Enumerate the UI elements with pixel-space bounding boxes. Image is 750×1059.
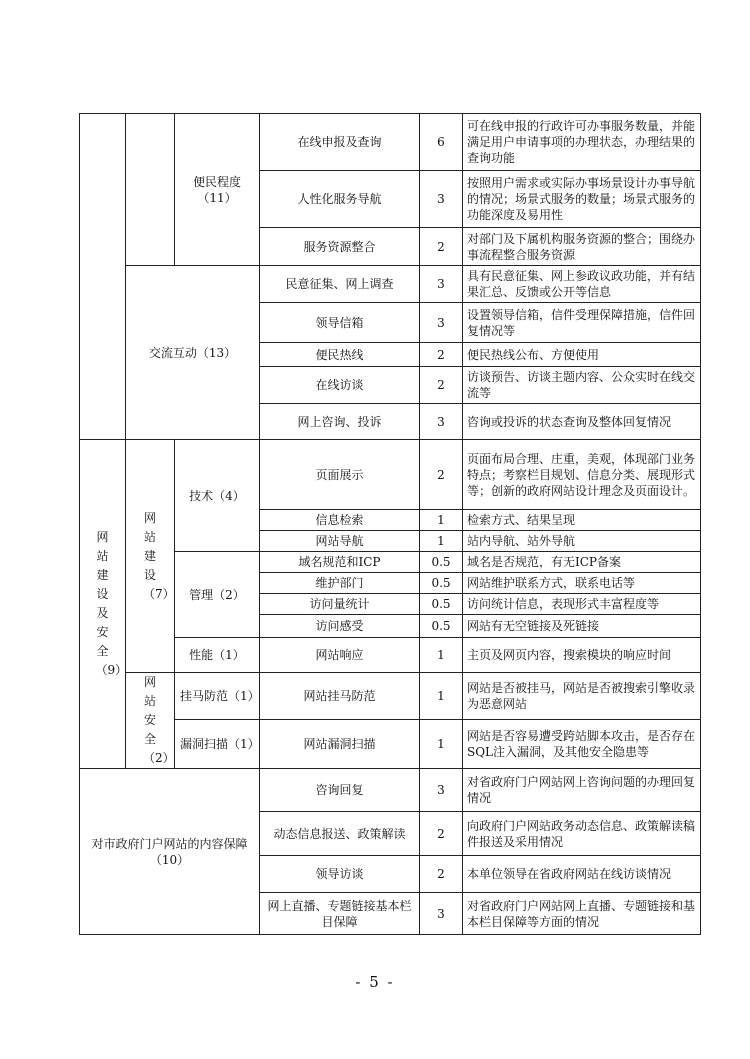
desc-cell: 可在线申报的行政许可办事服务数量，并能满足用户申请事项的办理状态，办理结果的查询功能 (463, 114, 701, 171)
sub-group-perf: 性能（1） (175, 638, 260, 673)
desc-cell: 按照用户需求或实际办事场景设计办事导航的情况；场景式服务的数量；场景式服务的功能深度及易用性 (463, 171, 701, 228)
item-cell: 访问量统计 (260, 594, 420, 615)
desc-cell: 具有民意征集、网上参政议政功能，并有结果汇总、反馈或公开等信息 (463, 266, 701, 303)
item-cell: 民意征集、网上调查 (260, 266, 420, 303)
table-row (80, 266, 701, 303)
score-cell: 2 (420, 440, 463, 510)
desc-cell: 本单位领导在省政府网站在线访谈情况 (463, 856, 701, 893)
group-site-build-safety: 网站建设及安全（9） (80, 440, 126, 769)
item-cell: 在线访谈 (260, 367, 420, 404)
score-cell: 2 (420, 367, 463, 404)
item-cell: 页面展示 (260, 440, 420, 510)
score-cell: 1 (420, 673, 463, 720)
sub-group-vuln: 漏洞扫描（1） (175, 720, 260, 769)
item-cell: 信息检索 (260, 510, 420, 531)
desc-cell: 访问统计信息，表现形式丰富程度等 (463, 594, 701, 615)
score-cell: 3 (420, 266, 463, 303)
score-cell: 3 (420, 404, 463, 440)
desc-cell: 域名是否规范，有无ICP备案 (463, 552, 701, 573)
score-cell: 0.5 (420, 573, 463, 594)
desc-cell: 对部门及下属机构服务资源的整合；围绕办事流程整合服务资源 (463, 228, 701, 266)
sub-group-mgmt: 管理（2） (175, 552, 260, 638)
score-cell: 0.5 (420, 594, 463, 615)
item-cell: 领导访谈 (260, 856, 420, 893)
item-cell: 在线申报及查询 (260, 114, 420, 171)
desc-cell: 页面布局合理、庄重，美观，体现部门业务特点；考察栏目规划、信息分类、展现形式等；创新的政府网站设计理念及页面设计。 (463, 440, 701, 510)
item-cell: 网站挂马防范 (260, 673, 420, 720)
group-cell-empty (126, 114, 175, 266)
table-row (80, 769, 701, 812)
item-cell: 领导信箱 (260, 303, 420, 343)
desc-cell: 向政府门户网站政务动态信息、政策解读稿件报送及采用情况 (463, 812, 701, 856)
item-cell: 维护部门 (260, 573, 420, 594)
item-cell: 访问感受 (260, 615, 420, 638)
item-cell: 咨询回复 (260, 769, 420, 812)
score-cell: 3 (420, 303, 463, 343)
table-row (80, 440, 701, 510)
score-cell: 2 (420, 812, 463, 856)
desc-cell: 对省政府门户网站网上咨询问题的办理回复情况 (463, 769, 701, 812)
item-cell: 网站漏洞扫描 (260, 720, 420, 769)
desc-cell: 设置领导信箱，信件受理保障措施，信件回复情况等 (463, 303, 701, 343)
desc-cell: 站内导航、站外导航 (463, 531, 701, 552)
score-cell: 2 (420, 228, 463, 266)
item-cell: 网上直播、专题链接基本栏目保障 (260, 893, 420, 935)
sub-group-trojan: 挂马防范（1） (175, 673, 260, 720)
group-content: 对市政府门户网站的内容保障（10） (80, 769, 260, 935)
item-cell: 网站导航 (260, 531, 420, 552)
desc-cell: 访谈预告、访谈主题内容、公众实时在线交流等 (463, 367, 701, 404)
group-site-build: 网站建设（7） (126, 440, 175, 673)
desc-cell: 网站有无空链接及死链接 (463, 615, 701, 638)
score-cell: 3 (420, 769, 463, 812)
score-cell: 2 (420, 343, 463, 367)
score-cell: 2 (420, 856, 463, 893)
group-site-safety: 网站安全（2） (126, 673, 175, 769)
group-interaction: 交流互动（13） (126, 266, 260, 440)
score-cell: 3 (420, 171, 463, 228)
score-cell: 1 (420, 638, 463, 673)
group-cell-empty (80, 114, 126, 440)
item-cell: 服务资源整合 (260, 228, 420, 266)
item-cell: 人性化服务导航 (260, 171, 420, 228)
score-cell: 0.5 (420, 615, 463, 638)
score-cell: 6 (420, 114, 463, 171)
sub-group-tech: 技术（4） (175, 440, 260, 552)
table-row (80, 673, 701, 720)
desc-cell: 网站维护联系方式，联系电话等 (463, 573, 701, 594)
assessment-table (79, 113, 701, 935)
score-cell: 3 (420, 893, 463, 935)
item-cell: 域名规范和ICP (260, 552, 420, 573)
desc-cell: 主页及网页内容，搜索模块的响应时间 (463, 638, 701, 673)
item-cell: 网站响应 (260, 638, 420, 673)
page-number: - 5 - (355, 973, 395, 991)
desc-cell: 咨询或投诉的状态查询及整体回复情况 (463, 404, 701, 440)
desc-cell: 对省政府门户网站网上直播、专题链接和基本栏目保障等方面的情况 (463, 893, 701, 935)
desc-cell: 检索方式、结果呈现 (463, 510, 701, 531)
desc-cell: 便民热线公布、方便使用 (463, 343, 701, 367)
table-row (80, 114, 701, 171)
score-cell: 1 (420, 720, 463, 769)
score-cell: 1 (420, 510, 463, 531)
item-cell: 便民热线 (260, 343, 420, 367)
item-cell: 动态信息报送、政策解读 (260, 812, 420, 856)
desc-cell: 网站是否被挂马，网站是否被搜索引擎收录为恶意网站 (463, 673, 701, 720)
group-convenience: 便民程度（11） (175, 114, 260, 266)
desc-cell: 网站是否容易遭受跨站脚本攻击，是否存在SQL注入漏洞，及其他安全隐患等 (463, 720, 701, 769)
score-cell: 1 (420, 531, 463, 552)
item-cell: 网上咨询、投诉 (260, 404, 420, 440)
score-cell: 0.5 (420, 552, 463, 573)
